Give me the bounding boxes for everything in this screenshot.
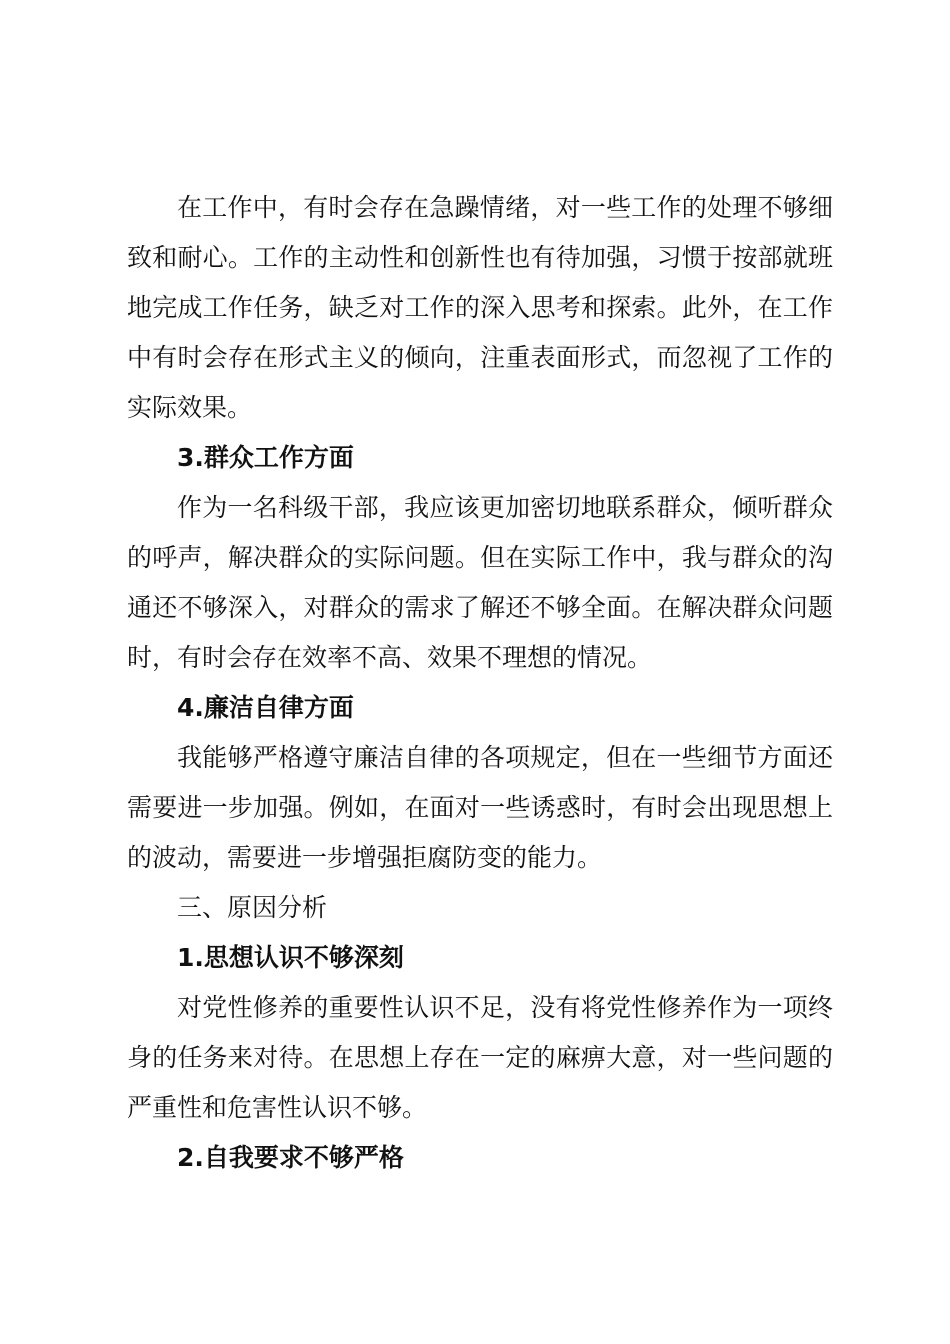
- section-title-cause-analysis: 三、原因分析: [177, 893, 328, 922]
- heading-self-requirements: 2.自我要求不够严格: [177, 1143, 404, 1172]
- paragraph-ideological-awareness: 对党性修养的重要性认识不足，没有将党性修养作为一项终身的任务来对待。在思想上存在一定的麻痹大意，对一些问题的严重性和危害性认识不够。: [127, 993, 833, 1122]
- paragraph-integrity: 我能够严格遵守廉洁自律的各项规定，但在一些细节方面还需要进一步加强。例如，在面对一些诱惑时，有时会出现思想上的波动，需要进一步增强拒腐防变的能力。: [127, 743, 833, 872]
- heading-ideological-awareness: 1.思想认识不够深刻: [177, 943, 404, 972]
- document-body: [127, 183, 833, 1183]
- heading-integrity: 4.廉洁自律方面: [177, 693, 354, 722]
- heading-mass-work: 3.群众工作方面: [177, 443, 354, 472]
- paragraph-work-attitude: 在工作中，有时会存在急躁情绪，对一些工作的处理不够细致和耐心。工作的主动性和创新性也有待加强，习惯于按部就班地完成工作任务，缺乏对工作的深入思考和探索。此外，在工作中有时会存在形式主义的倾向，注重表面形式，而忽视了工作的实际效果。: [127, 193, 833, 422]
- paragraph-mass-work: 作为一名科级干部，我应该更加密切地联系群众，倾听群众的呼声，解决群众的实际问题。但在实际工作中，我与群众的沟通还不够深入，对群众的需求了解还不够全面。在解决群众问题时，有时会存在效率不高、效果不理想的情况。: [127, 493, 833, 672]
